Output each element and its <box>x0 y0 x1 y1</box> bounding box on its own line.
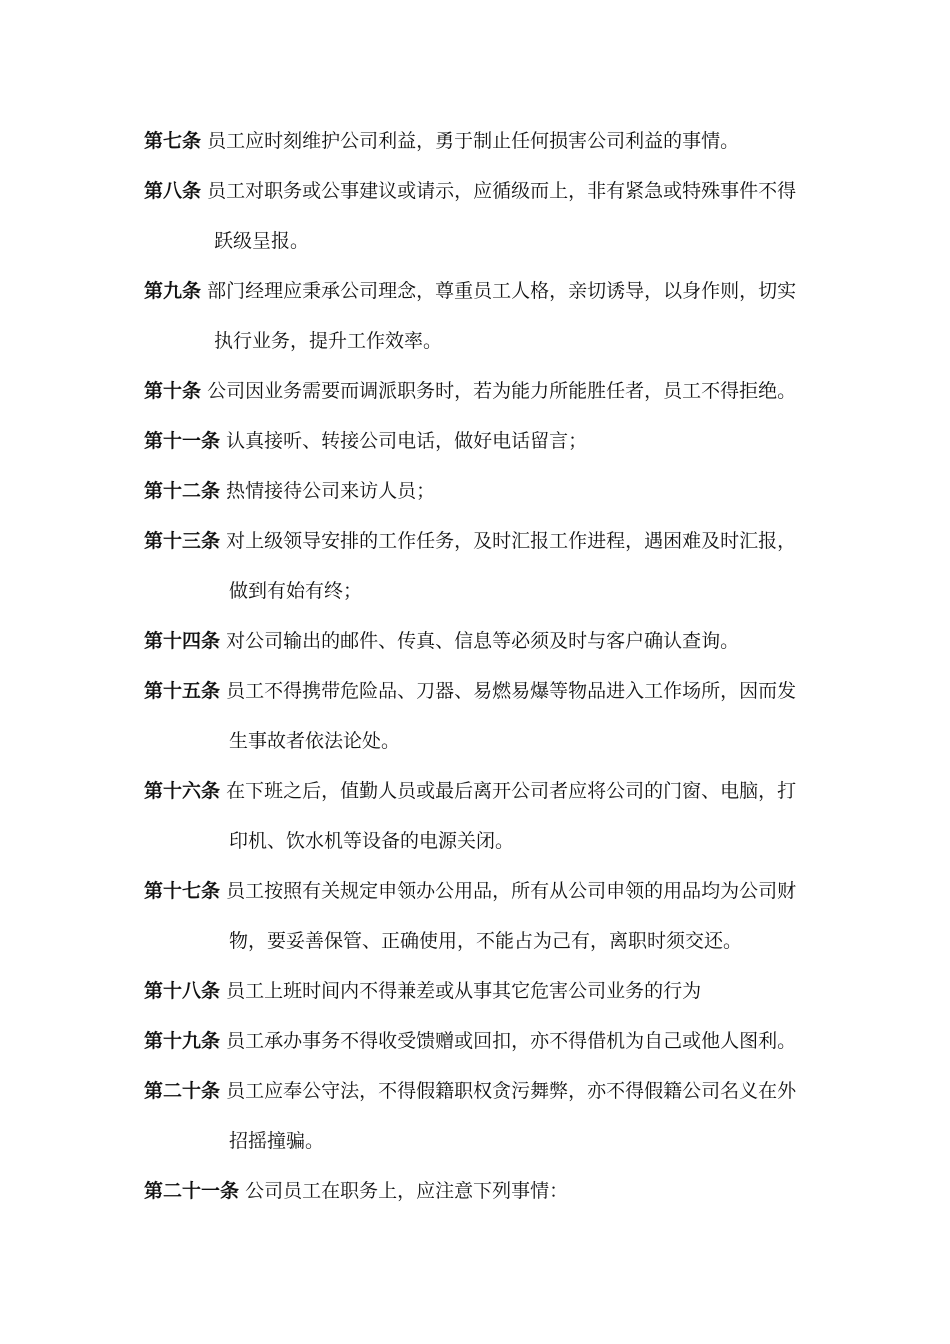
article-10 <box>144 378 796 404</box>
article-17-continuation <box>229 928 742 954</box>
article-8 <box>144 178 796 204</box>
article-text: 员工承办事务不得收受馈赠或回扣，亦不得借机为自己或他人图利。 <box>226 1030 797 1052</box>
article-15 <box>144 678 796 704</box>
article-label: 第二十条 <box>144 1080 221 1102</box>
article-text: 对上级领导安排的工作任务，及时汇报工作进程，遇困难及时汇报， <box>226 530 797 552</box>
article-16-continuation <box>229 828 514 854</box>
article-label: 第九条 <box>144 280 202 302</box>
article-text: 部门经理应秉承公司理念，尊重员工人格，亲切诱导，以身作则，切实 <box>207 280 797 302</box>
article-11 <box>144 428 587 454</box>
article-21 <box>144 1178 568 1204</box>
article-text: 员工按照有关规定申领办公用品，所有从公司申领的用品均为公司财 <box>226 880 797 902</box>
article-9 <box>144 278 796 304</box>
article-16 <box>144 778 796 804</box>
article-label: 第十一条 <box>144 430 221 452</box>
article-14 <box>144 628 739 654</box>
article-17 <box>144 878 796 904</box>
article-text: 员工应奉公守法，不得假籍职权贪污舞弊，亦不得假籍公司名义在外 <box>226 1080 797 1102</box>
article-12 <box>144 478 435 504</box>
article-text: 热情接待公司来访人员； <box>226 480 436 502</box>
article-8-continuation <box>214 228 309 254</box>
article-label: 第十五条 <box>144 680 221 702</box>
article-label: 第十二条 <box>144 480 221 502</box>
article-20-continuation <box>229 1128 324 1154</box>
article-text: 物，要妥善保管、正确使用，不能占为己有，离职时须交还。 <box>229 930 743 952</box>
article-20 <box>144 1078 796 1104</box>
article-19 <box>144 1028 796 1054</box>
article-13-continuation <box>229 578 362 604</box>
article-text: 公司员工在职务上，应注意下列事情： <box>245 1180 569 1202</box>
article-label: 第八条 <box>144 180 202 202</box>
article-15-continuation <box>229 728 400 754</box>
article-label: 第十八条 <box>144 980 221 1002</box>
article-label: 第十三条 <box>144 530 221 552</box>
article-text: 员工不得携带危险品、刀器、易燃易爆等物品进入工作场所，因而发 <box>226 680 797 702</box>
article-text: 公司因业务需要而调派职务时，若为能力所能胜任者，员工不得拒绝。 <box>207 380 797 402</box>
article-7 <box>144 128 739 154</box>
article-text: 员工对职务或公事建议或请示，应循级而上，非有紧急或特殊事件不得 <box>207 180 797 202</box>
article-label: 第七条 <box>144 130 202 152</box>
article-text: 在下班之后，值勤人员或最后离开公司者应将公司的门窗、电脑，打 <box>226 780 797 802</box>
article-13 <box>144 528 796 554</box>
article-text: 认真接听、转接公司电话，做好电话留言； <box>226 430 588 452</box>
article-label: 第十条 <box>144 380 202 402</box>
article-text: 执行业务，提升工作效率。 <box>214 330 443 352</box>
article-text: 印机、饮水机等设备的电源关闭。 <box>229 830 515 852</box>
article-text: 员工应时刻维护公司利益，勇于制止任何损害公司利益的事情。 <box>207 130 740 152</box>
article-text: 对公司输出的邮件、传真、信息等必须及时与客户确认查询。 <box>226 630 740 652</box>
article-text: 招摇撞骗。 <box>229 1130 325 1152</box>
article-text: 员工上班时间内不得兼差或从事其它危害公司业务的行为 <box>226 980 702 1002</box>
article-label: 第十六条 <box>144 780 221 802</box>
article-18 <box>144 978 701 1004</box>
article-label: 第十四条 <box>144 630 221 652</box>
article-text: 做到有始有终； <box>229 580 363 602</box>
article-label: 第二十一条 <box>144 1180 240 1202</box>
article-label: 第十九条 <box>144 1030 221 1052</box>
article-text: 跃级呈报。 <box>214 230 310 252</box>
article-text: 生事故者依法论处。 <box>229 730 401 752</box>
article-label: 第十七条 <box>144 880 221 902</box>
article-9-continuation <box>214 328 442 354</box>
